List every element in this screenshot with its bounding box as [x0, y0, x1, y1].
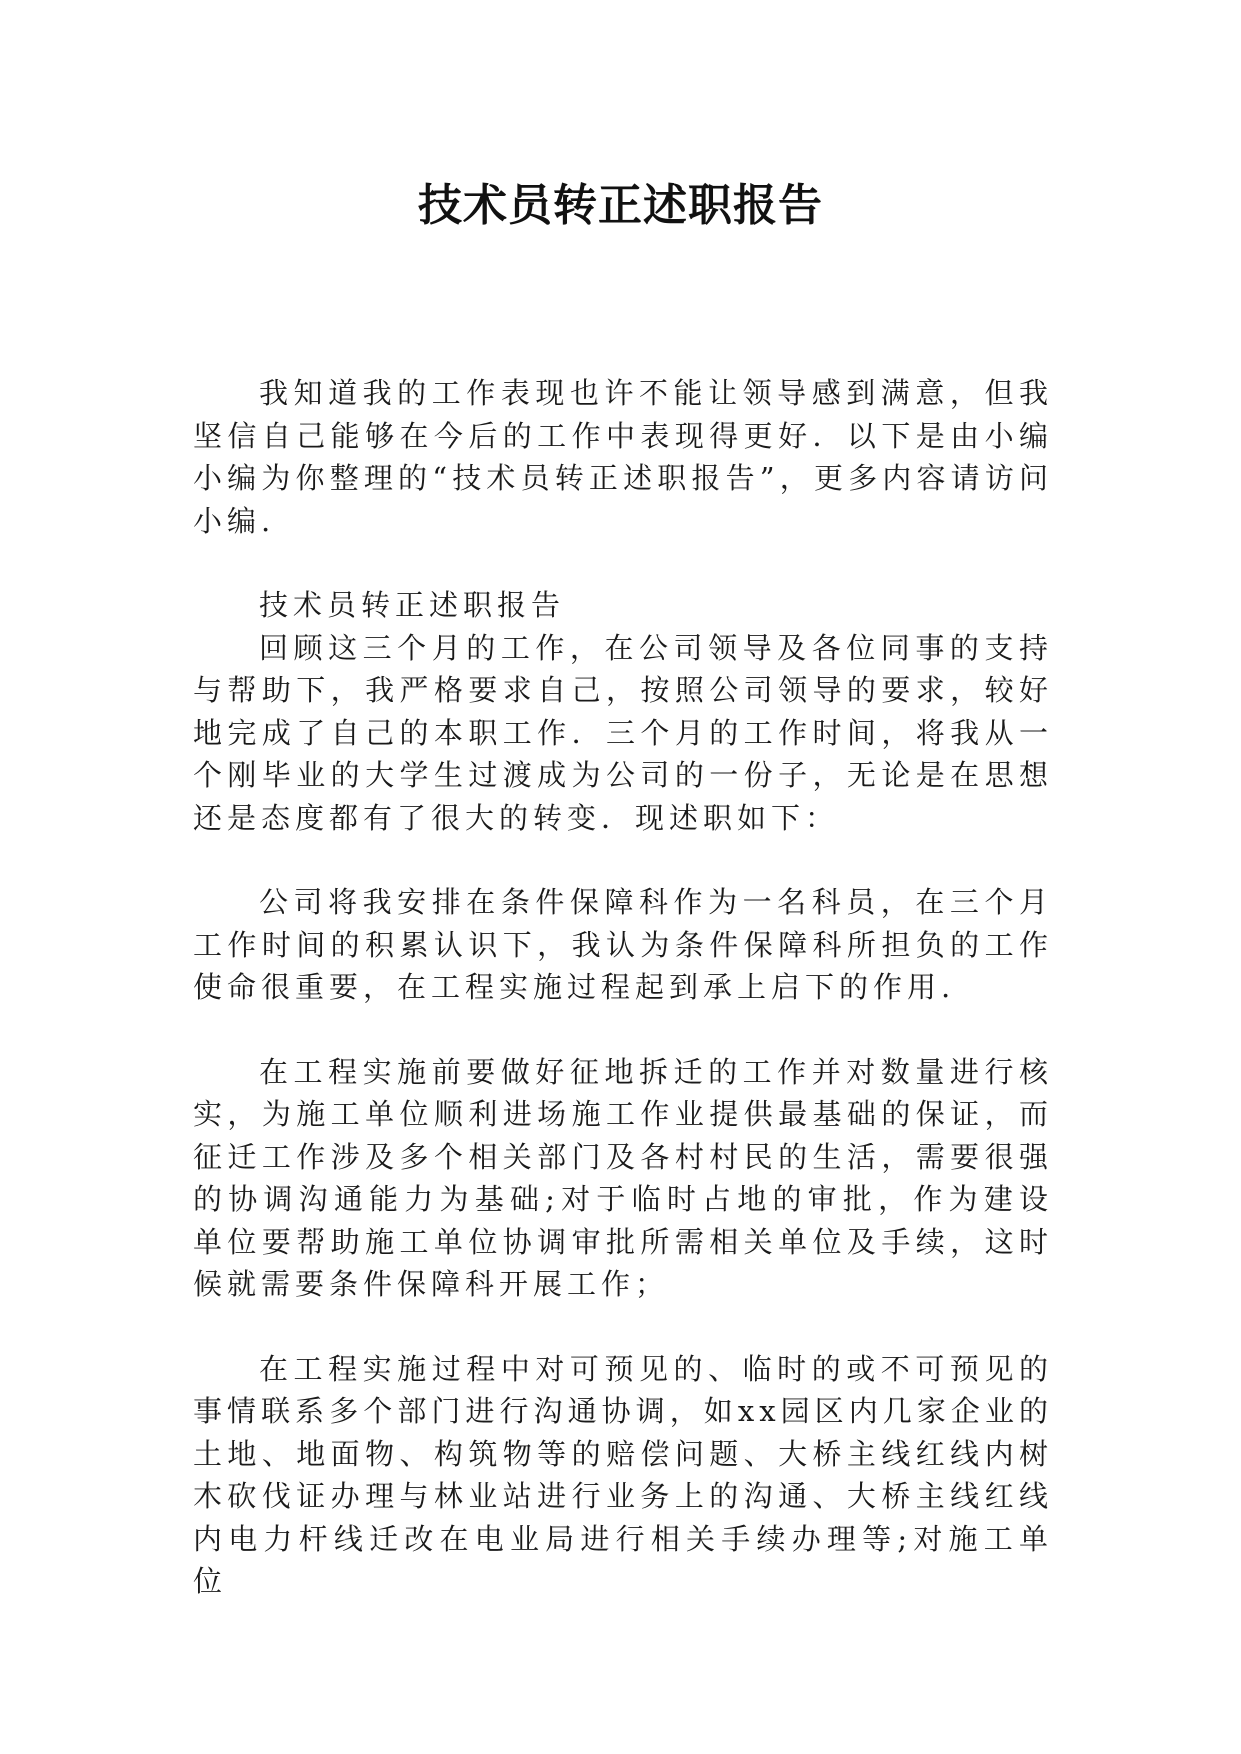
paragraph-during-construction: 在工程实施过程中对可预见的、临时的或不可预见的事情联系多个部门进行沟通协调，如xx园区内几家企业的土地、地面物、构筑物等的赔偿问题、大桥主线红线内树木砍伐证办理与林业站进行业务上的沟通、大桥主线红线内电力杆线迁改在电业局进行相关手续办理等;对施工单位 [193, 1351, 1053, 1598]
paragraph-pre-construction: 在工程实施前要做好征地拆迁的工作并对数量进行核实，为施工单位顺利进场施工作业提供最基础的保证，而征迁工作涉及多个相关部门及各村村民的生活，需要很强的协调沟通能力为基础;对于临时占地的审批，作为建设单位要帮助施工单位协调审批所需相关单位及手续，这时候就需要条件保障科开展工作； [193, 1054, 1053, 1301]
paragraph-subtitle: 技术员转正述职报告 [259, 588, 566, 622]
paragraph-intro: 我知道我的工作表现也许不能让领导感到满意，但我坚信自己能够在今后的工作中表现得更好．以下是由小编小编为你整理的“技术员转正述职报告”，更多内容请访问小编. [193, 376, 1053, 538]
paragraph-review: 回顾这三个月的工作，在公司领导及各位同事的支持与帮助下，我严格要求自己，按照公司领导的要求，较好地完成了自己的本职工作．三个月的工作时间，将我从一个刚毕业的大学生过渡成为公司的一份子，无论是在思想还是态度都有了很大的转变．现述职如下： [193, 630, 1053, 835]
document-title: 技术员转正述职报告 [418, 180, 823, 231]
paragraph-assignment: 公司将我安排在条件保障科作为一名科员，在三个月工作时间的积累认识下，我认为条件保障科所担负的工作使命很重要，在工程实施过程起到承上启下的作用. [193, 885, 1053, 1004]
document-body [193, 372, 1053, 1603]
